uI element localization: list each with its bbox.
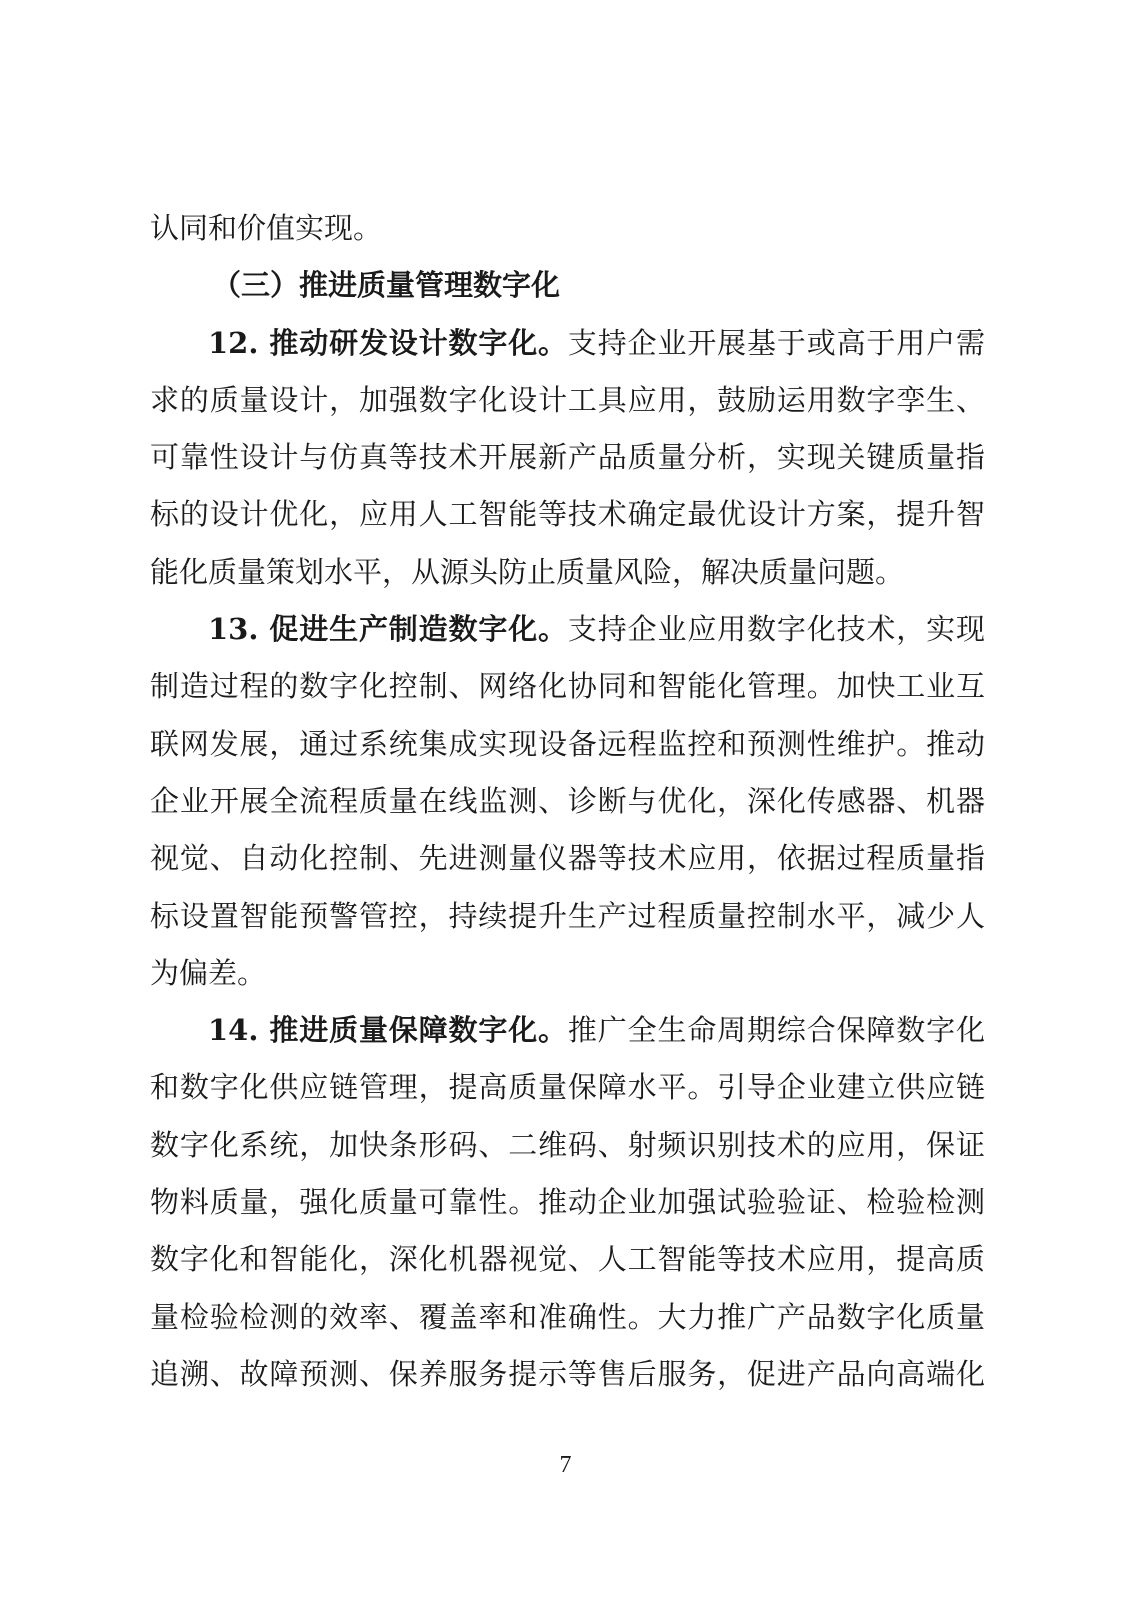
paragraph-line: 数字化和智能化，深化机器视觉、人工智能等技术应用，提高质 — [150, 1242, 985, 1277]
paragraph-line: 数字化系统，加快条形码、二维码、射频识别技术的应用，保证 — [150, 1127, 985, 1162]
paragraph-line: 能化质量策划水平，从源头防止质量风险，解决质量问题。 — [150, 554, 905, 589]
paragraph-lead: 14. 推进质量保障数字化。 — [208, 1013, 568, 1048]
paragraph-lead: 13. 促进生产制造数字化。 — [208, 612, 568, 647]
paragraph-line: 量检验检测的效率、覆盖率和准确性。大力推广产品数字化质量 — [150, 1299, 985, 1334]
document-body — [150, 200, 985, 1403]
paragraph-item-12 — [150, 315, 985, 601]
paragraph-line: 视觉、自动化控制、先进测量仪器等技术应用，依据过程质量指 — [150, 841, 985, 876]
paragraph-first-line — [150, 601, 985, 658]
paragraph-line: 制造过程的数字化控制、网络化协同和智能化管理。加快工业互 — [150, 669, 985, 704]
paragraph-item-13 — [150, 601, 985, 1002]
paragraph-continuation: 认同和价值实现。 — [150, 211, 383, 245]
paragraph-lead: 12. 推动研发设计数字化。 — [208, 325, 568, 360]
paragraph-line: 标的设计优化，应用人工智能等技术确定最优设计方案，提升智 — [150, 497, 985, 532]
paragraph-line: 追溯、故障预测、保养服务提示等售后服务，促进产品向高端化 — [150, 1356, 985, 1391]
paragraph-line: 企业开展全流程质量在线监测、诊断与优化，深化传感器、机器 — [150, 783, 985, 818]
paragraph-first-line — [150, 315, 985, 372]
paragraph-text: 支持企业开展基于或高于用户需 — [567, 325, 985, 360]
page-number: 7 — [559, 1452, 572, 1478]
section-heading: （三）推进质量管理数字化 — [212, 268, 561, 303]
paragraph-line: 为偏差。 — [150, 955, 267, 990]
paragraph-text: 推广全生命周期综合保障数字化 — [567, 1013, 985, 1048]
paragraph-line: 物料质量，强化质量可靠性。推动企业加强试验验证、检验检测 — [150, 1185, 985, 1220]
paragraph-item-14 — [150, 1002, 985, 1403]
paragraph-line: 和数字化供应链管理，提高质量保障水平。引导企业建立供应链 — [150, 1070, 985, 1105]
paragraph-line: 标设置智能预警管控，持续提升生产过程质量控制水平，减少人 — [150, 898, 985, 933]
paragraph-line: 求的质量设计，加强数字化设计工具应用，鼓励运用数字孪生、 — [150, 382, 985, 417]
paragraph-first-line — [150, 1002, 985, 1059]
paragraph-text: 支持企业应用数字化技术，实现 — [567, 612, 985, 647]
paragraph-line: 联网发展，通过系统集成实现设备远程监控和预测性维护。推动 — [150, 726, 985, 761]
paragraph-line: 可靠性设计与仿真等技术开展新产品质量分析，实现关键质量指 — [150, 440, 985, 475]
